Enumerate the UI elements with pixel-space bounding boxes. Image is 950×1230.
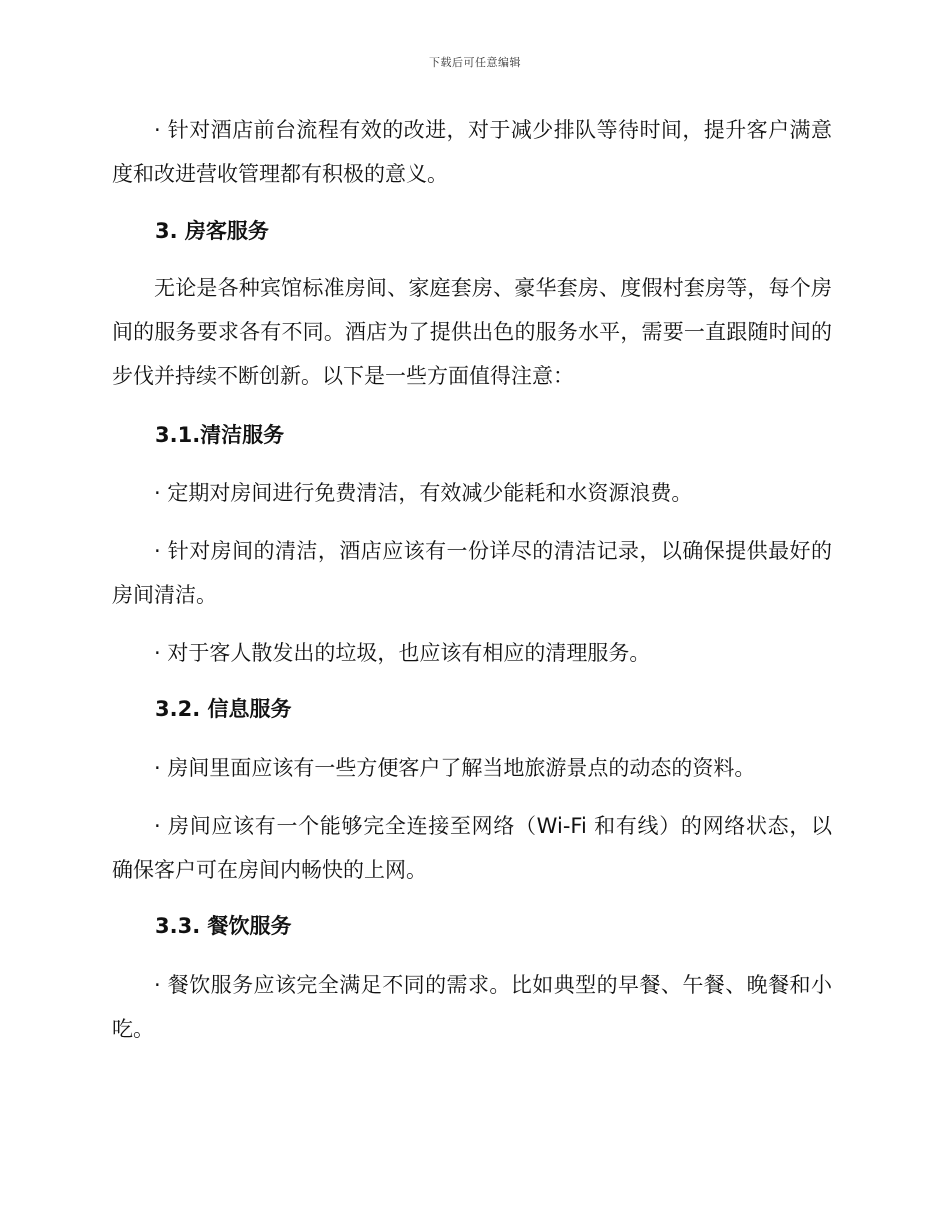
heading-dining-service: 3.3. 餐饮服务 [155, 914, 292, 938]
paragraph-cleaning-records: · 针对房间的清洁，酒店应该有一份详尽的清洁记录，以确保提供最好的房间清洁。 [112, 539, 832, 607]
page-header: 下载后可任意编辑 [429, 56, 521, 69]
heading-information-service: 3.2. 信息服务 [155, 697, 292, 721]
paragraph-regular-cleaning: · 定期对房间进行免费清洁，有效减少能耗和水资源浪费。 [154, 481, 693, 505]
paragraph-local-attractions: · 房间里面应该有一些方便客户了解当地旅游景点的动态的资料。 [154, 756, 756, 780]
heading-guest-room-service: 3. 房客服务 [155, 219, 269, 243]
paragraph-dining-needs: · 餐饮服务应该完全满足不同的需求。比如典型的早餐、午餐、晚餐和小吃。 [112, 973, 832, 1041]
paragraph-front-desk-improvement: · 针对酒店前台流程有效的改进，对于减少排队等待时间，提升客户满意度和改进营收管理都有积极的意义。 [112, 118, 832, 186]
heading-cleaning-service: 3.1.清洁服务 [155, 423, 285, 447]
paragraph-network-access: · 房间应该有一个能够完全连接至网络（Wi-Fi 和有线）的网络状态，以确保客户可在房间内畅快的上网。 [112, 814, 832, 882]
paragraph-garbage-service: · 对于客人散发出的垃圾，也应该有相应的清理服务。 [154, 641, 651, 665]
paragraph-room-service-intro: 无论是各种宾馆标准房间、家庭套房、豪华套房、度假村套房等，每个房间的服务要求各有不同。酒店为了提供出色的服务水平，需要一直跟随时间的步伐并持续不断创新。以下是一些方面值得注意： [112, 276, 832, 388]
